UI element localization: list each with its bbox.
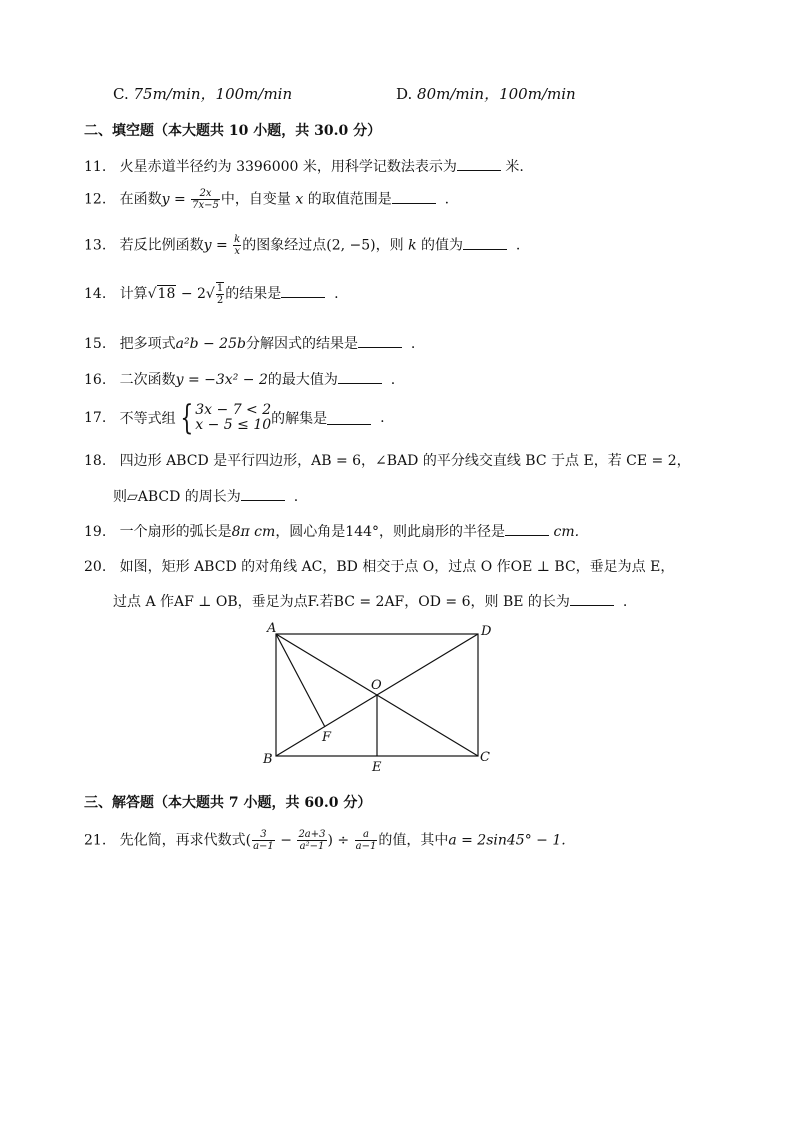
label-e: E [372, 760, 382, 775]
q20-answer-blank[interactable] [570, 593, 614, 606]
q15-text-b: 分解因式的结果是 [245, 336, 358, 352]
q21-f3-den: a−1 [355, 841, 377, 852]
section-3-title: 三、解答题（本大题共 7 小题，共 60.0 分） [84, 795, 372, 811]
q11-answer-blank[interactable] [457, 158, 501, 171]
q11-text-a: 火星赤道半径约为 3396000 米，用科学记数法表示为 [119, 159, 457, 175]
question-16 [84, 369, 395, 389]
q16-end: . [390, 372, 396, 388]
q14-end: . [334, 286, 339, 302]
q12-fraction [191, 188, 220, 211]
q18-number: 18. [84, 453, 107, 469]
q13-fraction [233, 234, 241, 257]
q12-var: x [295, 191, 304, 208]
q19-text-b: ，圆心角是144°，则此扇形的半径是 [275, 524, 506, 540]
q12-text-c: 的取值范围是 [307, 191, 392, 208]
q13-text-b: 的图象经过点 [242, 237, 327, 254]
q21-fraction-3 [355, 829, 378, 852]
q13-end: . [515, 237, 521, 254]
label-d: D [481, 624, 492, 639]
question-14: 14. 计算√18 − 2√ $\frac{1}{2}$ 的结果是 . [84, 283, 339, 306]
q18-end: . [293, 489, 299, 505]
q17-text-a: 不等式组 [119, 411, 176, 427]
q15-expr: a²b − 25b [175, 336, 246, 352]
label-f: F [322, 730, 332, 745]
q21-text-a: 先化简，再求代数式( [119, 832, 252, 849]
q16-text-b: 的最大值为 [267, 372, 338, 388]
question-15 [84, 333, 415, 353]
q13-frac-num: k [234, 234, 241, 245]
q21-div: ) ÷ [327, 832, 350, 849]
q13-lhs: y = [203, 237, 228, 254]
q12-text-a: 在函数 [119, 191, 162, 208]
q19-number: 19. [84, 524, 107, 540]
q15-number: 15. [84, 336, 107, 352]
label-a: A [267, 621, 277, 636]
option-d-letter: D. [396, 85, 413, 103]
q12-number: 12. [84, 191, 107, 208]
q20-end: . [622, 594, 628, 610]
q19-text-a: 一个扇形的弧长是 [119, 524, 232, 540]
q16-answer-blank[interactable] [338, 371, 382, 384]
q21-f1-num: 3 [252, 829, 275, 841]
question-13 [84, 234, 520, 257]
question-12 [84, 188, 449, 211]
option-c [113, 83, 292, 104]
q14-fraction [216, 282, 224, 306]
q11-text-b: 米. [505, 159, 524, 175]
q12-frac-den: 7x−5 [192, 200, 219, 211]
q17-ineq-2: x − 5 ≤ 10 [195, 417, 272, 433]
section-2-title: 二、填空题（本大题共 10 小题，共 30.0 分） [84, 123, 382, 139]
rectangle-diagram [255, 615, 515, 780]
q19-expr: 8π cm [231, 524, 276, 540]
q17-ineq-1: 3x − 7 < 2 [195, 402, 272, 418]
question-18 [84, 450, 691, 470]
q17-number: 17. [84, 410, 107, 426]
q17-brace: { [179, 398, 193, 438]
q20-line-1: 如图，矩形 ABCD 的对角线 AC，BD 相交于点 O，过点 O 作OE ⊥ BC，垂足为点 E， [119, 559, 675, 575]
question-17 [84, 398, 385, 438]
question-11 [84, 156, 524, 176]
q13-frac-den: x [234, 246, 241, 257]
label-o: O [371, 678, 382, 693]
q17-system [195, 403, 271, 433]
q21-fraction-1 [252, 829, 275, 852]
label-b: B [263, 752, 273, 767]
q12-end: . [444, 191, 450, 208]
question-19 [84, 521, 579, 541]
question-20-line-2 [113, 591, 627, 611]
q13-text-a: 若反比例函数 [119, 237, 204, 254]
q21-f2-num: 2a+3 [298, 829, 326, 840]
q20-number: 20. [84, 559, 107, 575]
question-20 [84, 556, 674, 576]
q14-frac-num: 1 [216, 283, 224, 294]
q13-var: k [408, 237, 417, 254]
q18-line-1: 四边形 ABCD 是平行四边形，AB = 6，∠BAD 的平分线交直线 BC 于点 E，若 CE = 2， [119, 453, 691, 469]
q19-text-c: cm. [553, 524, 580, 540]
option-d-text: 80m/min，100m/min [417, 85, 576, 103]
q14-text-b: 的结果是 [225, 286, 282, 302]
q14-number: 14. [84, 286, 107, 302]
option-d [396, 83, 576, 104]
q16-expr: y = −3x² − 2 [175, 372, 268, 388]
q14-frac-den: 2 [216, 295, 224, 306]
q13-number: 13. [84, 237, 107, 254]
q13-text-c: ，则 [375, 237, 404, 254]
q15-text-a: 把多项式 [119, 336, 176, 352]
question-21 [84, 829, 566, 852]
segment-af [276, 634, 325, 727]
q17-end: . [380, 410, 385, 426]
q18-line-2-text: 则▱ABCD 的周长为 [113, 489, 241, 505]
q12-lhs: y = [161, 191, 186, 208]
option-c-text: 75m/min，100m/min [133, 85, 293, 103]
q21-text-b: 的值，其中 [378, 832, 449, 849]
q14-answer-blank[interactable] [281, 285, 325, 298]
q19-answer-blank[interactable] [505, 523, 549, 536]
q15-answer-blank[interactable] [358, 335, 402, 348]
q21-f1-den: a−1 [253, 841, 274, 852]
q21-f3-num: a [355, 829, 378, 841]
question-18-line-2 [113, 486, 298, 506]
q17-text-b: 的解集是 [271, 411, 328, 427]
q18-answer-blank[interactable] [241, 488, 285, 501]
q12-answer-blank[interactable] [392, 191, 436, 204]
q15-end: . [410, 336, 416, 352]
q14-coef: − 2 [180, 286, 206, 302]
q12-text-b: 中，自变量 [220, 191, 291, 208]
q21-f2-den: a²−1 [299, 841, 325, 852]
q21-minus: − [280, 832, 292, 849]
q16-text-a: 二次函数 [119, 372, 176, 388]
q21-number: 21. [84, 832, 107, 849]
label-c: C [480, 750, 490, 765]
option-c-letter: C. [113, 85, 129, 103]
q13-answer-blank[interactable] [463, 237, 507, 250]
q21-fraction-2 [297, 829, 326, 852]
q14-radicand: 18 [157, 286, 176, 302]
q14-text-a: 计算 [119, 286, 148, 302]
q20-line-2-text: 过点 A 作AF ⊥ OB，垂足为点F.若BC = 2AF，OD = 6，则 BE 的长为 [113, 594, 570, 610]
q17-answer-blank[interactable] [327, 412, 371, 425]
q21-expr: a = 2sin45° − 1. [448, 832, 566, 849]
q12-frac-num: 2x [191, 188, 220, 200]
q13-text-d: 的值为 [421, 237, 463, 254]
q16-number: 16. [84, 372, 107, 388]
q13-point: (2, −5) [326, 237, 376, 254]
q11-number: 11. [84, 159, 107, 175]
